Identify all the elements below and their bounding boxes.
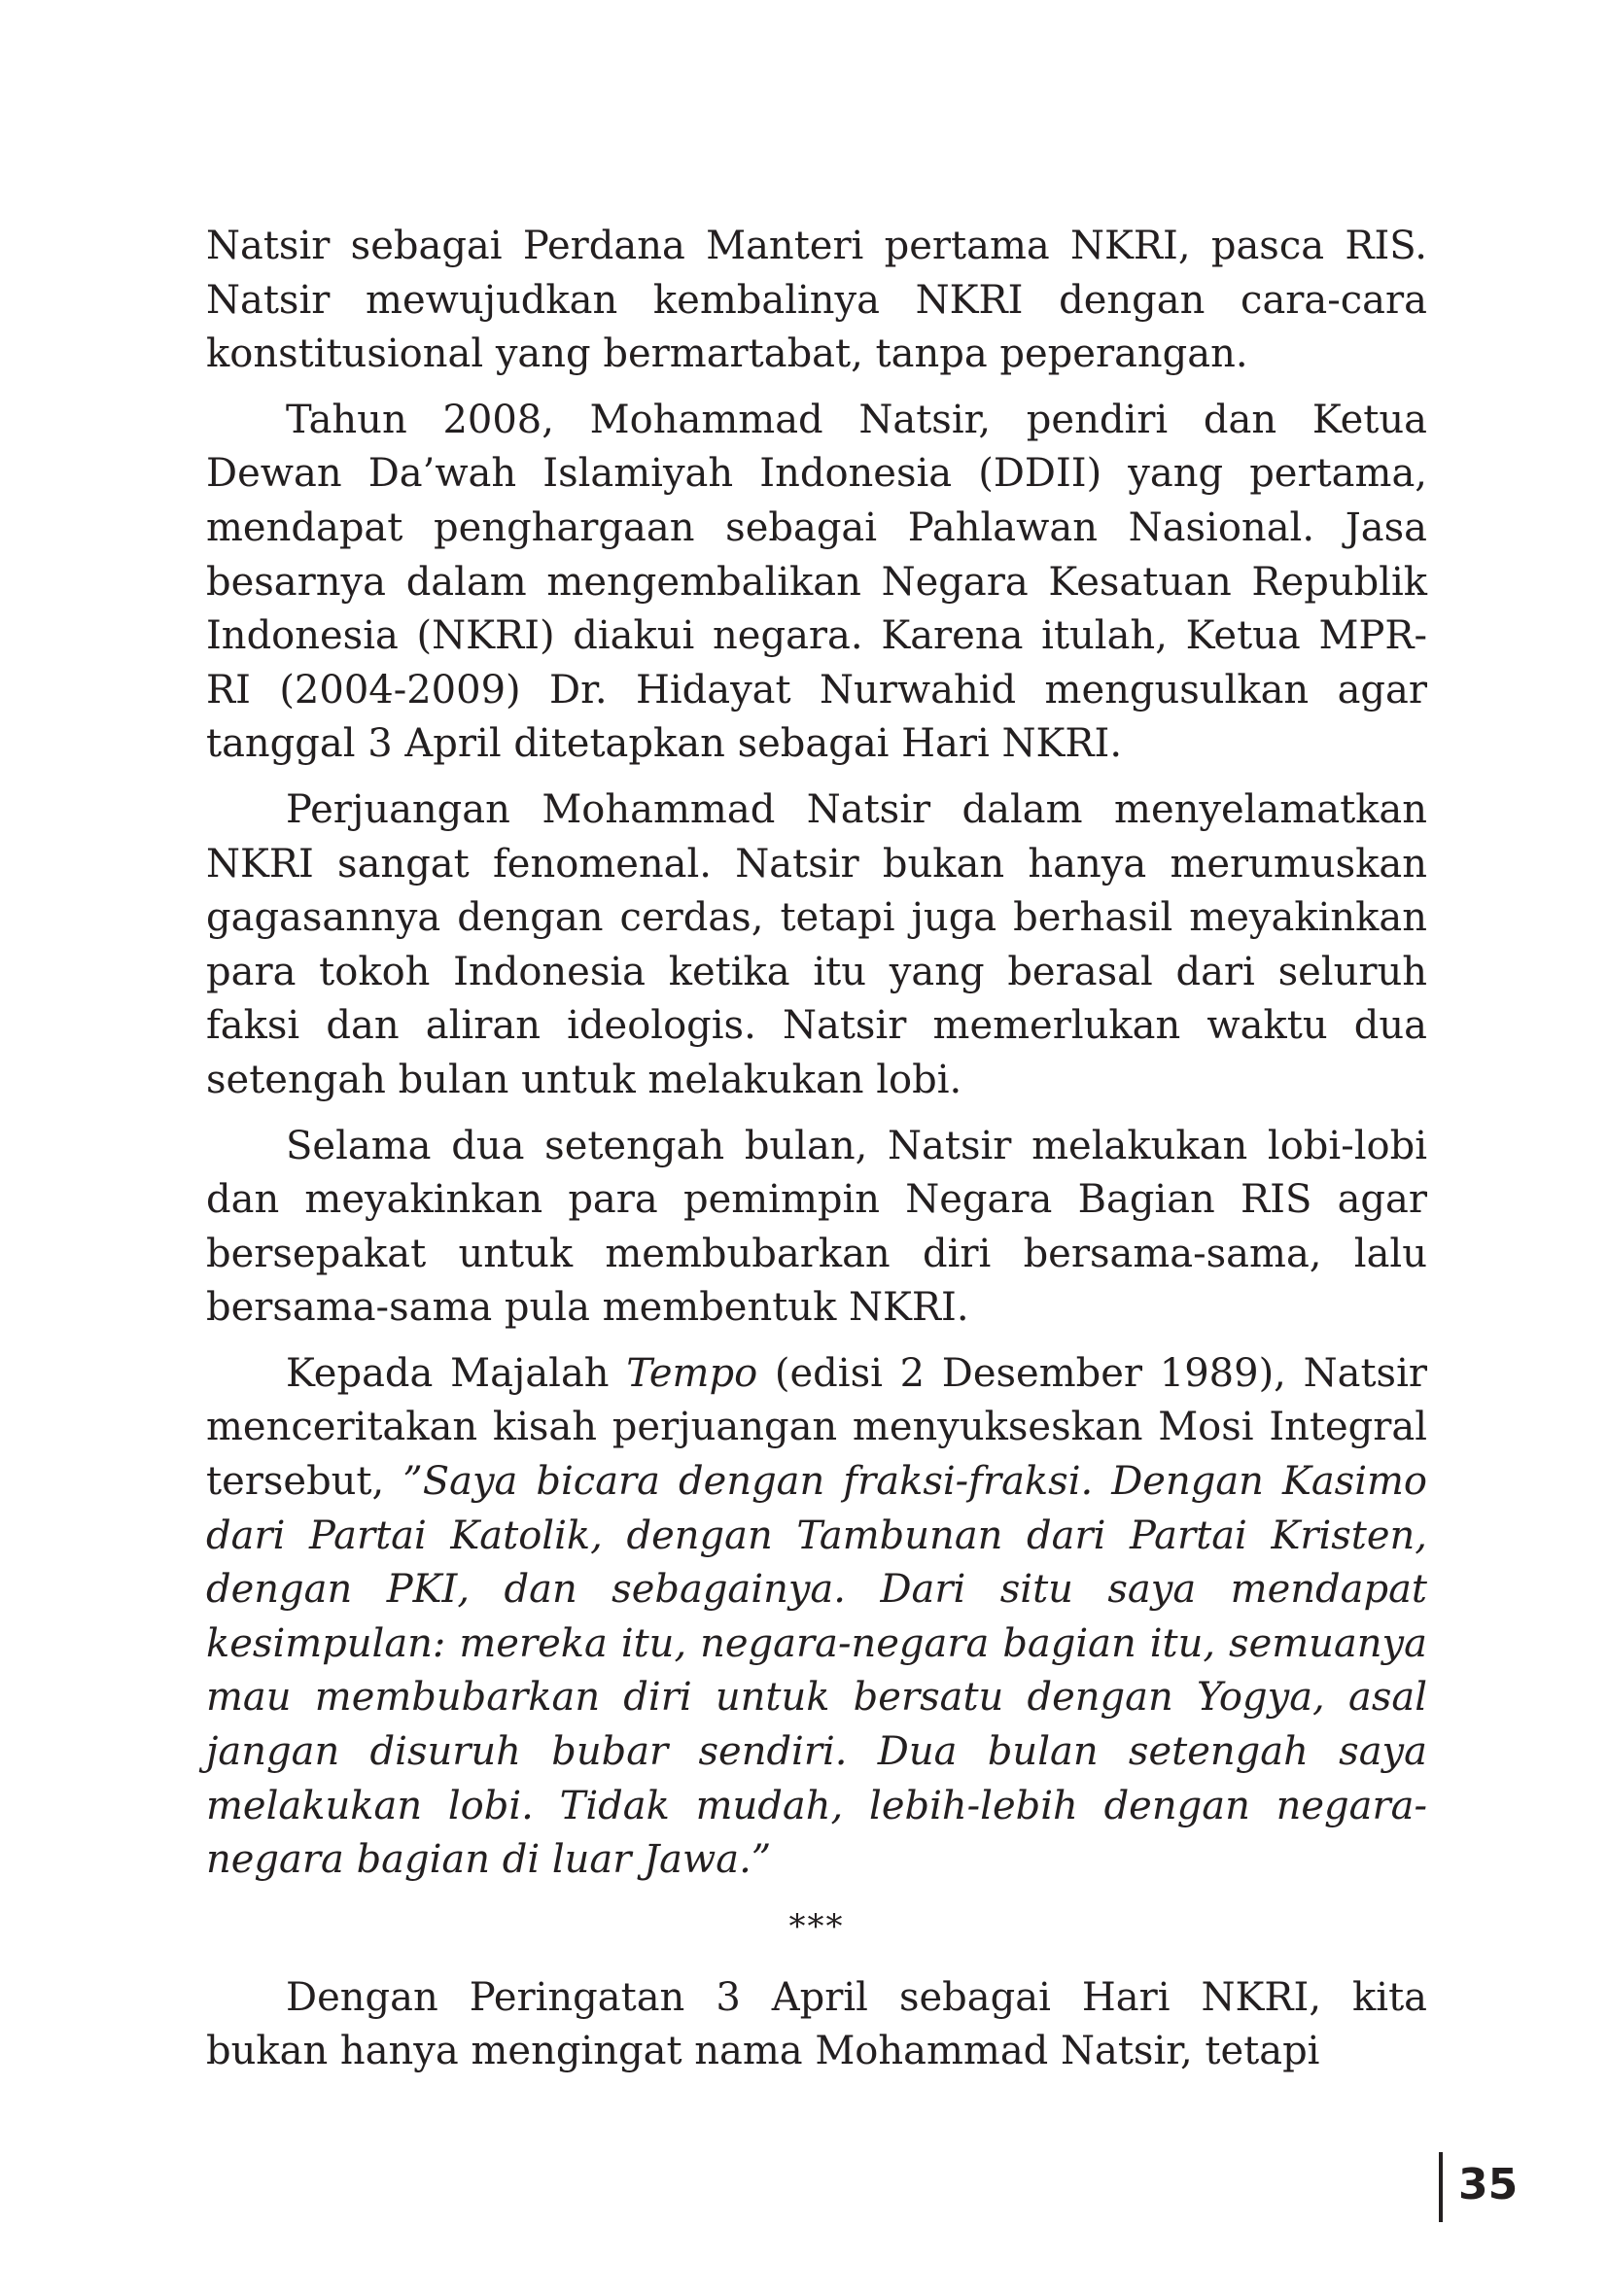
paragraph-3: Perjuangan Mohammad Natsir dalam menyelamatkan NKRI sangat fenomenal. Natsir bukan hanya merumuskan gagasannya dengan cerdas, tetapi juga berhasil meyakinkan para tokoh Indonesia ketika itu yang berasal dari seluruh faksi dan aliran ideologis. Natsir memerlukan waktu dua setengah bulan untuk melakukan lobi. [206, 786, 1427, 1102]
page-number-rule [1439, 2152, 1443, 2222]
natsir-quote: ”Saya bicara dengan fraksi-fraksi. Dengan Kasimo dari Partai Katolik, dengan Tambunan dari Partai Kristen, dengan PKI, dan sebagainya. Dari situ saya mendapat kesimpulan: mereka itu, negara-negara bagian itu, semuanya mau membubarkan diri untuk bersatu dengan Yogya, asal jangan disuruh bubar sendiri. Dua bulan setengah saya melakukan lobi. Tidak mudah, lebih-lebih dengan negara-negara bagian di luar Jawa.” [206, 1459, 1428, 1883]
page-number: 35 [1458, 2160, 1519, 2209]
paragraph-5-middle: (edisi 2 Desember 1989), Natsir menceritakan kisah perjuangan menyukseskan Mosi Integral tersebut, [206, 1350, 1427, 1505]
section-separator: *** [788, 1906, 845, 1946]
paragraph-5-intro: Kepada Majalah [286, 1350, 627, 1396]
paragraph-5 [206, 1347, 1427, 1888]
paragraph-1: Natsir sebagai Perdana Manteri pertama NKRI, pasca RIS. Natsir mewujudkan kembalinya NKRI dengan cara-cara konstitusional yang bermartabat, tanpa peperangan. [206, 224, 1427, 377]
paragraph-6: Dengan Peringatan 3 April sebagai Hari NKRI, kita bukan hanya mengingat nama Mohammad Natsir, tetapi [206, 1974, 1427, 2074]
paragraph-2: Tahun 2008, Mohammad Natsir, pendiri dan Ketua Dewan Da’wah Islamiyah Indonesia (DDII) yang pertama, mendapat penghargaan sebagai Pahlawan Nasional. Jasa besarnya dalam mengembalikan Negara Kesatuan Republik Indonesia (NKRI) diakui negara. Karena itulah, Ketua MPR-RI (2004-2009) Dr. Hidayat Nurwahid mengusulkan agar tanggal 3 April ditetapkan sebagai Hari NKRI. [206, 397, 1427, 767]
body-text [206, 220, 1427, 2079]
paragraph-4: Selama dua setengah bulan, Natsir melakukan lobi-lobi dan meyakinkan para pemimpin Negara Bagian RIS agar bersepakat untuk membubarkan diri bersama-sama, lalu bersama-sama pula membentuk NKRI. [206, 1123, 1427, 1331]
magazine-title: Tempo [626, 1350, 758, 1396]
